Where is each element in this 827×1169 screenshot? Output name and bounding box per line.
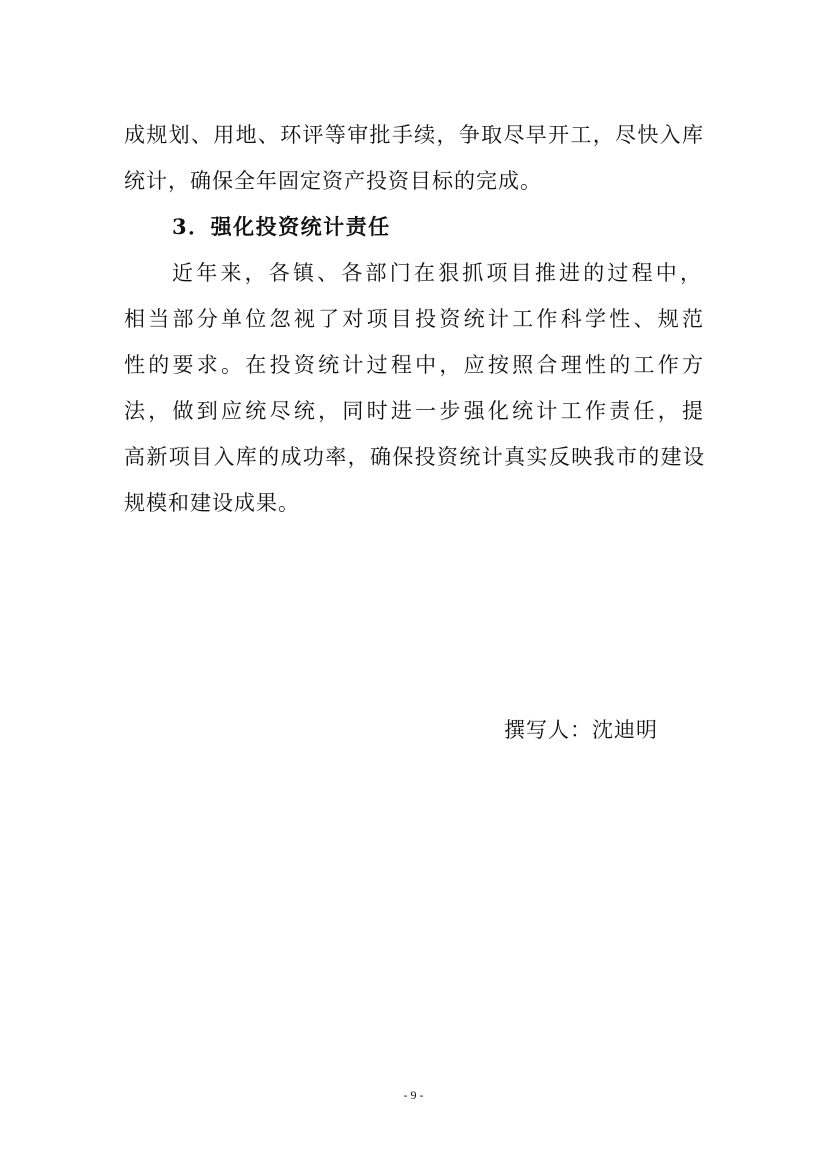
paragraph-line-1: 近年来，各镇、各部门在狠抓项目推进的过程中， — [172, 261, 704, 285]
section-heading: 3．强化投资统计责任 — [172, 214, 391, 239]
paragraph-line-2: 相当部分单位忽视了对项目投资统计工作科学性、规范 — [124, 307, 704, 331]
body-line-1: 成规划、用地、环评等审批手续，争取尽早开工，尽快入库 — [124, 123, 704, 147]
paragraph-line-4: 法，做到应统尽统，同时进一步强化统计工作责任，提 — [124, 399, 704, 423]
body-line-2: 统计，确保全年固定资产投资目标的完成。 — [124, 169, 542, 193]
author-signature: 撰写人：沈迪明 — [504, 718, 658, 742]
paragraph-line-3: 性的要求。在投资统计过程中，应按照合理性的工作方 — [124, 353, 704, 377]
paragraph-line-6: 规模和建设成果。 — [124, 491, 300, 515]
paragraph-line-5: 高新项目入库的成功率，确保投资统计真实反映我市的建设 — [124, 445, 704, 469]
page-number: - 9 - — [403, 1088, 424, 1102]
